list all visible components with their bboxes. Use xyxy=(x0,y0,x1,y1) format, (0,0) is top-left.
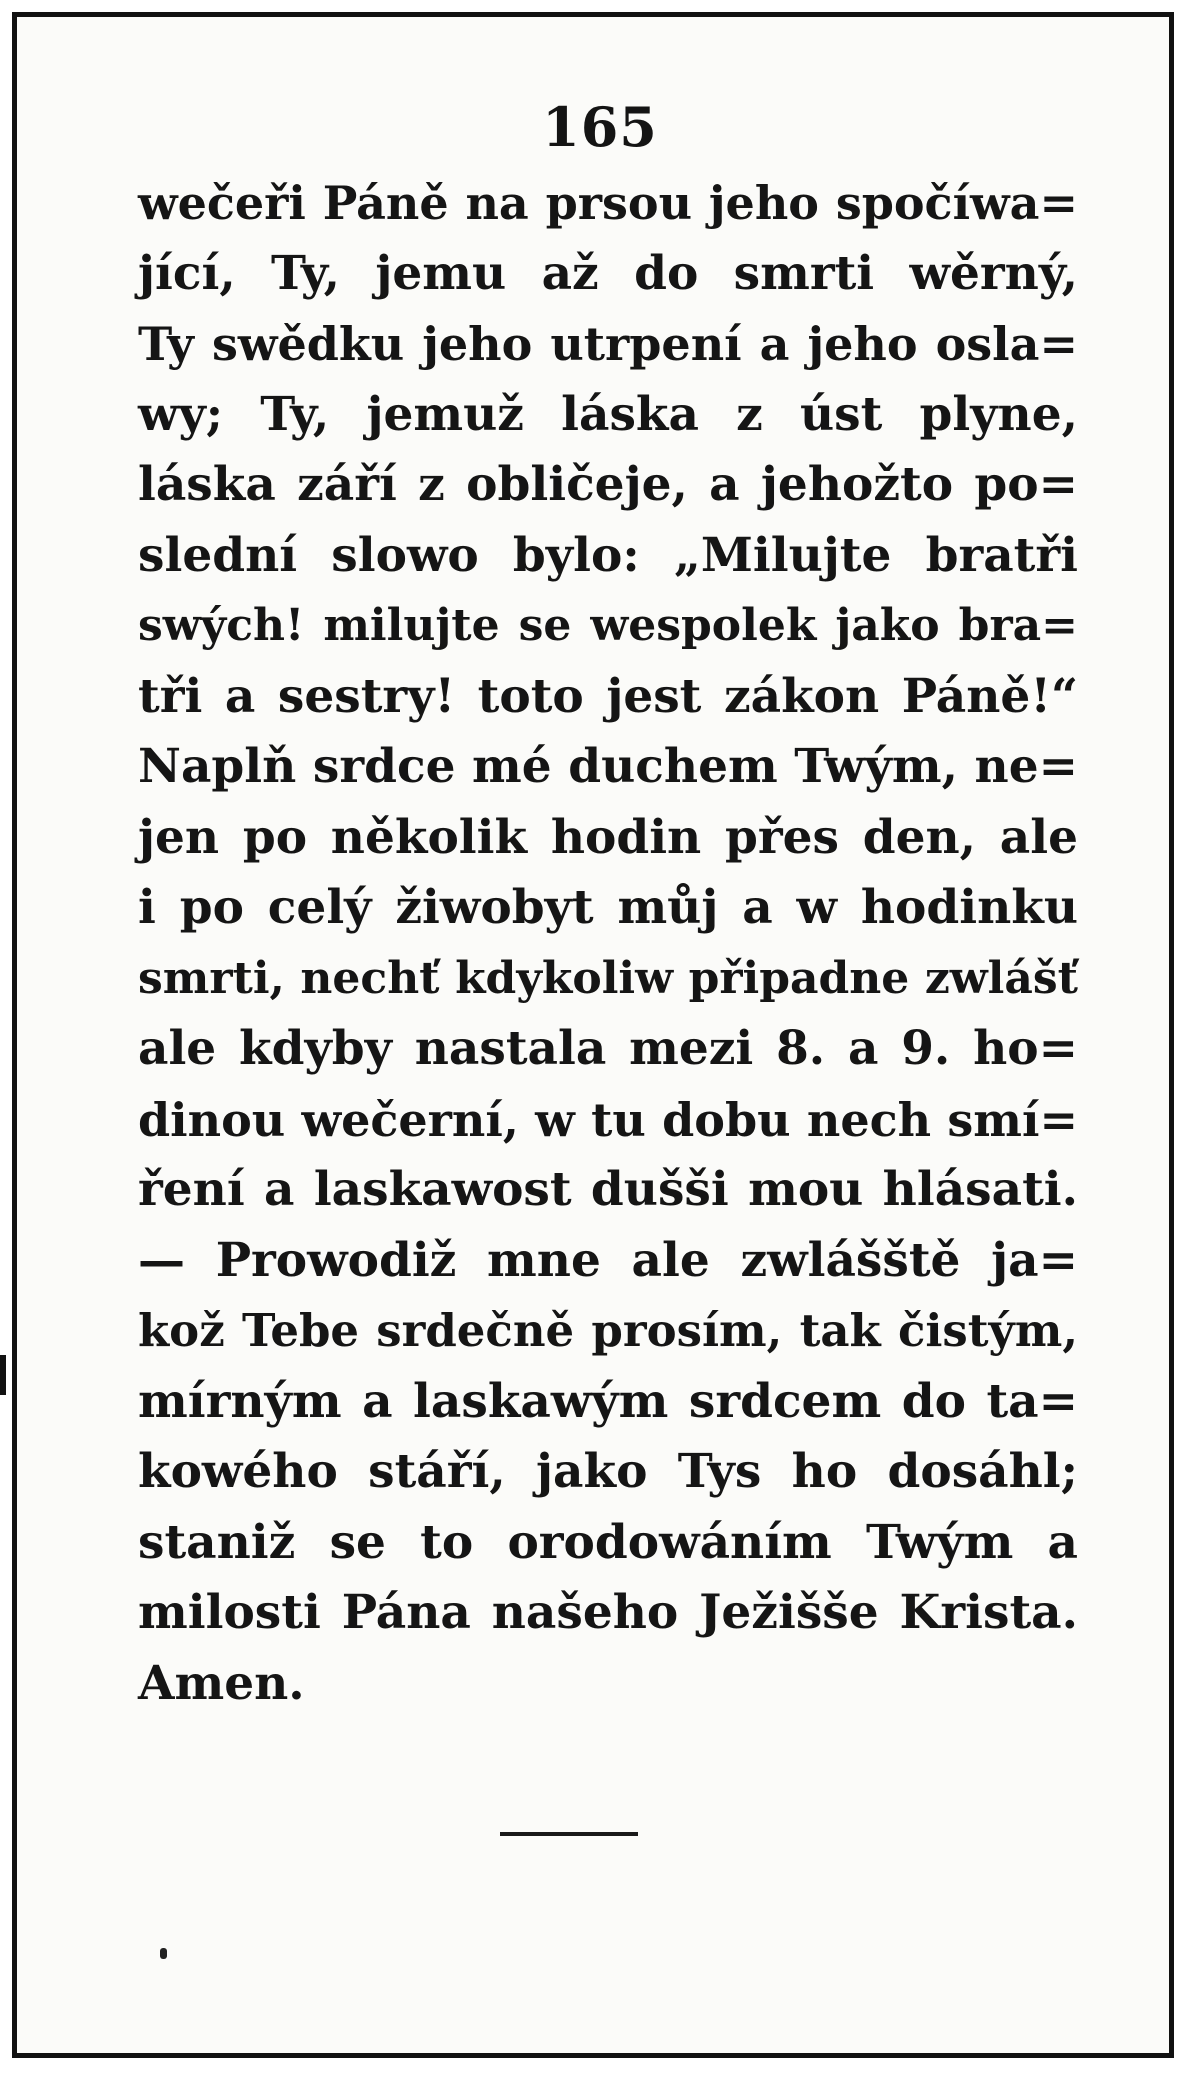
text-line: jen po několik hodin přes den, ale xyxy=(138,809,1078,865)
text-line: — Prowodiž mne ale zwlášště ja= xyxy=(138,1232,1078,1288)
text-line: Naplň srdce mé duchem Twým, ne= xyxy=(138,739,1078,794)
text-line: kowého stáří, jako Tys ho dosáhl; xyxy=(138,1444,1078,1499)
body-text xyxy=(138,168,1078,1719)
text-line: tři a sestry! toto jest zákon Páně!“ xyxy=(138,668,1078,724)
text-line: wečeři Páně na prsou jeho spočíwa= xyxy=(138,176,1078,230)
text-line: jící, Ty, jemu až do smrti wěrný, xyxy=(138,245,1078,301)
ink-speck xyxy=(160,1948,167,1959)
text-line: milosti Pána našeho Ježišše Krista. xyxy=(138,1585,1078,1640)
text-line: i po celý žiwobyt můj a w hodinku xyxy=(138,880,1078,935)
text-line: smrti, nechť kdykoliw připadne zwlášť xyxy=(138,952,1078,1004)
text-line: ale kdyby nastala mezi 8. a 9. ho= xyxy=(138,1021,1078,1076)
text-line: wy; Ty, jemuž láska z úst plyne, xyxy=(138,386,1078,442)
closing-rule xyxy=(500,1832,638,1836)
text-line: slední slowo bylo: „Milujte bratři xyxy=(138,527,1078,583)
text-line: kož Tebe srdečně prosím, tak čistým, xyxy=(138,1304,1078,1357)
text-line: swých! milujte se wespolek jako bra= xyxy=(138,600,1078,651)
text-line: ření a laskawost dušši mou hlásati. xyxy=(138,1162,1078,1217)
edge-mark xyxy=(0,1355,6,1395)
text-line: láska září z obličeje, a jehožto po= xyxy=(138,457,1078,512)
text-line: staniž se to orodowáním Twým a xyxy=(138,1514,1078,1570)
text-line: mírným a laskawým srdcem do ta= xyxy=(138,1373,1078,1429)
text-line: dinou wečerní, w tu dobu nech smí= xyxy=(138,1092,1078,1147)
text-line: Ty swědku jeho utrpení a jeho osla= xyxy=(138,317,1078,371)
page-number: 165 xyxy=(542,95,658,159)
text-line-last: Amen. xyxy=(138,1655,305,1711)
